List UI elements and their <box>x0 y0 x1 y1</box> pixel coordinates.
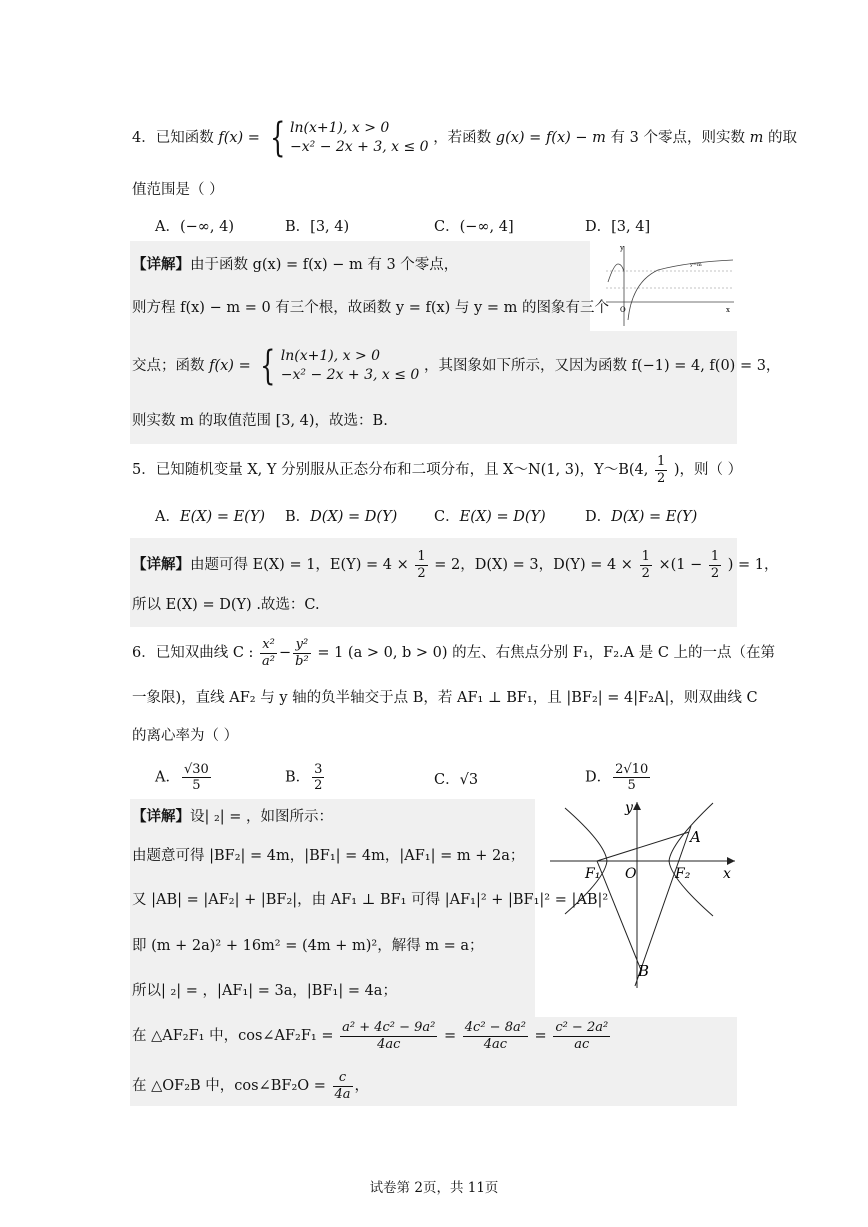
q6-solution-line3: 又 |AB| = |AF₂| + |BF₂|，由 AF₁ ⊥ BF₁ 可得 |AF₁|² + |BF₁|² = |AB|² <box>132 892 609 908</box>
q5-solution-line1: 【详解】由题可得 E(X) = 1，E(Y) = 4 × $\frac{1}{2}$ = 2，D(X) = 3，D(Y) = 4 × $\frac{1}{2}$ ×(1 − $\frac{1}{2}$ ) = 1， <box>132 549 779 581</box>
graph-ym-label: y=m <box>690 262 702 268</box>
point-f2-label: F₂ <box>675 866 691 882</box>
fig-x-axis-label: x <box>723 866 731 882</box>
q6-stem-line2: 一象限)，直线 AF₂ 与 y 轴的负半轴交于点 B，若 AF₁ ⊥ BF₁，且 |BF₂| = 4|F₂A|，则双曲线 C <box>132 690 758 706</box>
q6-stem-line1: 6．已知双曲线 C : $\frac{\text{x²}}{\text{a²}}$ − $\frac{\text{y²}}{\text{b²}}$ = 1 (a > 0, b > 0) 的左、右焦点分别 F₁，F₂.A 是 C 上的一点（在第 <box>132 637 776 669</box>
page-footer: 试卷第 2页，共 11页 <box>369 1180 499 1196</box>
q4-option-d: D．[3, 4] <box>585 219 651 235</box>
q4-brace: { <box>269 115 285 161</box>
point-b-label: B <box>638 962 650 980</box>
q5-stem: 5．已知随机变量 X, Y 分别服从正态分布和二项分布，且 X～N(1, 3)，Y～B(4, $\frac{1}{2}$ )，则（ ） <box>132 454 743 486</box>
graph-x-label: x <box>726 306 730 314</box>
q4-solution-line4: 则实数 m 的取值范围 [3, 4)，故选：B. <box>132 413 388 429</box>
q5-option-d: D．D(X) = E(Y) <box>585 509 698 525</box>
q6-solution-line7: 在 △OF₂B 中，cos∠BF₂O = $\frac{c}{4a}$ ， <box>132 1070 370 1102</box>
q6-solution-line2: 由题意可得 |BF₂| = 4m，|BF₁| = 4m，|AF₁| = m + 2a； <box>132 848 525 864</box>
q4-function-graph <box>598 242 738 328</box>
point-f1-label: F₁ <box>585 866 601 882</box>
q6-option-c: C．√3 <box>434 772 479 788</box>
q6-solution-line5: 所以| ₂| = ，|AF₁| = 3a，|BF₁| = 4a； <box>132 983 397 999</box>
q5-solution-line2: 所以 E(X) = D(Y) .故选：C. <box>132 597 320 613</box>
origin-label: O <box>625 866 637 882</box>
q4-solution-line3: 交点；函数 f(x) = { ln(x+1), x > 0 −x² − 2x + 3, x ≤ 0 ，其图象如下所示，又因为函数 f(−1) = 4, f(0) = 3， <box>132 343 781 389</box>
q4-option-c: C．(−∞, 4] <box>434 219 514 235</box>
q5-option-c: C．E(X) = D(Y) <box>434 509 546 525</box>
q4-solution-line1: 【详解】由于函数 g(x) = f(x) − m 有 3 个零点， <box>132 256 459 273</box>
q6-solution-line4: 即 (m + 2a)² + 16m² = (4m + m)²，解得 m = a； <box>132 938 484 954</box>
q6-stem-line3: 的离心率为（ ） <box>132 728 239 744</box>
graph-origin-label: O <box>620 306 626 314</box>
q6-solution-line6: 在 △AF₂F₁ 中，cos∠AF₂F₁ = $\frac{\text{a² + 4c² − 9a²}}{4ac}$ = $\frac{\text{4c² − 8a²}}{4ac}$ = $\frac{\text{c² − 2a²}}{ac}$ <box>132 1020 609 1052</box>
q4-solution-bg-top <box>130 241 590 331</box>
q6-solution-line1: 【详解】设| ₂| = ，如图所示： <box>132 808 334 825</box>
q4-option-b: B．[3, 4) <box>285 219 350 235</box>
q6-option-a: A． $\frac{√30}{5}$ <box>155 762 209 793</box>
point-a-label: A <box>690 828 701 846</box>
graph-y-label: y <box>620 244 624 252</box>
q4-option-a: A．(−∞, 4) <box>155 219 234 235</box>
q4-cases: ln(x+1), x > 0 −x² − 2x + 3, x ≤ 0 <box>290 120 429 155</box>
q4-stem-line2: 值范围是（ ） <box>132 182 224 198</box>
fig-y-axis-label: y <box>625 800 633 816</box>
q5-option-b: B．D(X) = D(Y) <box>285 509 398 525</box>
q6-option-b: B． $\frac{3}{2}$ <box>285 762 323 793</box>
q4-stem-line1: 4．已知函数 f(x) = { ln(x+1), x > 0 −x² − 2x + 3, x ≤ 0 ，若函数 g(x) = f(x) − m 有 3 个零点，则实数 m 的取 <box>132 115 797 161</box>
q6-hyperbola-figure <box>545 798 740 993</box>
q4-solution-line2: 则方程 f(x) − m = 0 有三个根，故函数 y = f(x) 与 y = m 的图象有三个 <box>132 300 609 316</box>
q5-option-a: A．E(X) = E(Y) <box>155 509 266 525</box>
q6-option-d: D． $\frac{2√10}{5}$ <box>585 762 649 793</box>
